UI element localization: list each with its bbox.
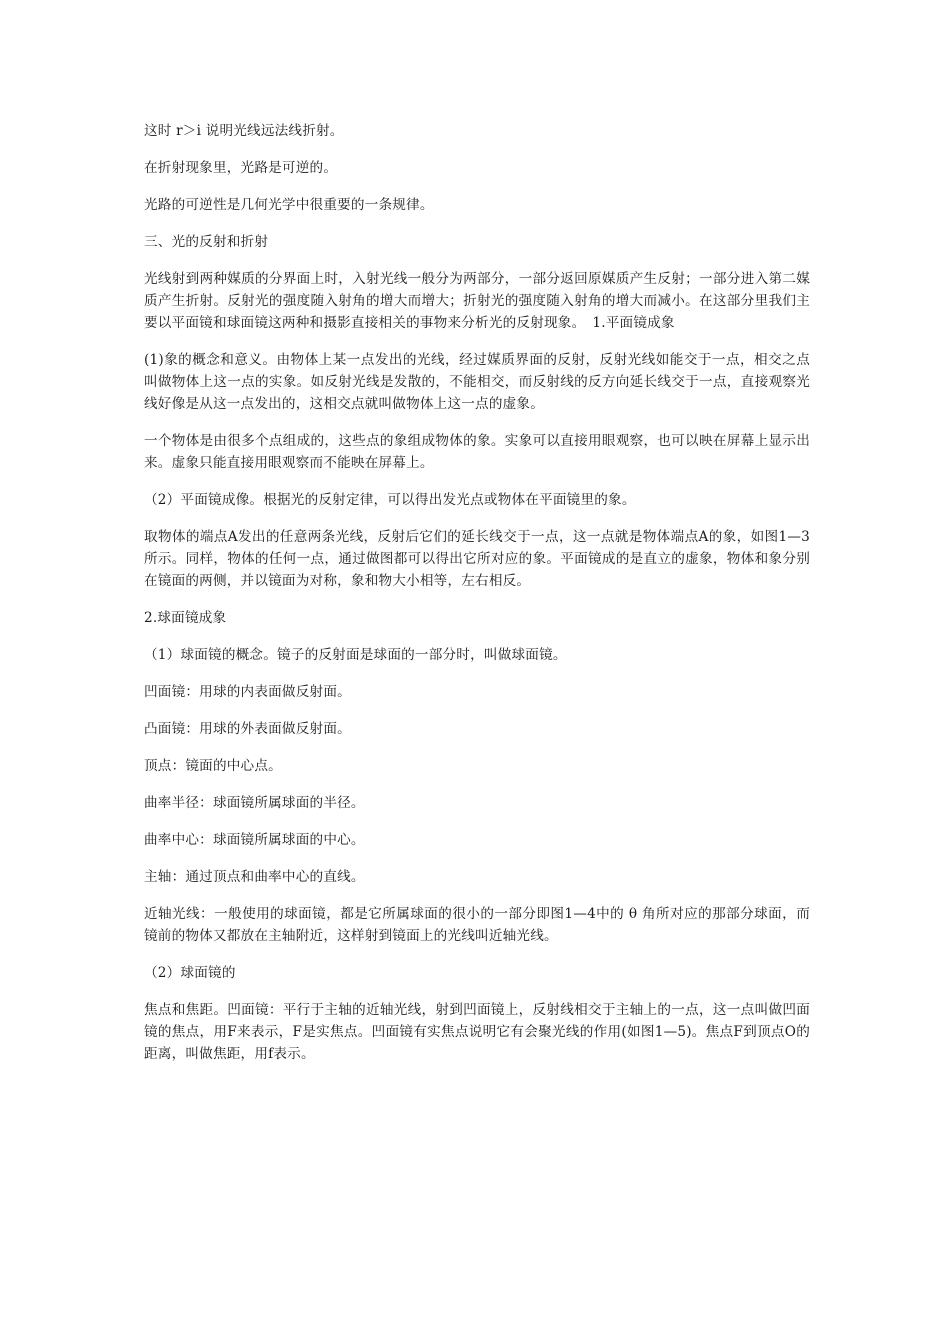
paragraph-8: （2）平面镜成像。根据光的反射定律，可以得出发光点或物体在平面镜里的象。: [144, 492, 636, 508]
paragraph-3: 光路的可逆性是几何光学中很重要的一条规律。: [144, 197, 434, 213]
paragraph-7: 一个物体是由很多个点组成的，这些点的象组成物体的象。实象可以直接用眼观察，也可以映在屏幕上显示出来。虚象只能直接用眼观察而不能映在屏幕上。: [144, 433, 810, 471]
paragraph-9: 取物体的端点A发出的任意两条光线，反射后它们的延长线交于一点，这一点就是物体端点A的象，如图1—3所示。同样，物体的任何一点，通过做图都可以得出它所对应的象。平面镜成的是直立的虚象，物体和象分别在镜面的两侧，并以镜面为对称，象和物大小相等，左右相反。: [144, 529, 810, 589]
paragraph-14: 顶点：镜面的中心点。: [144, 758, 282, 774]
document-page: [144, 120, 810, 1080]
subsection-heading: 2.球面镜成象: [144, 610, 227, 626]
paragraph-15: 曲率半径：球面镜所属球面的半径。: [144, 795, 365, 811]
paragraph-11: （1）球面镜的概念。镜子的反射面是球面的一部分时，叫做球面镜。: [144, 647, 567, 663]
paragraph-17: 主轴：通过顶点和曲率中心的直线。: [144, 869, 365, 885]
paragraph-12: 凹面镜：用球的内表面做反射面。: [144, 684, 351, 700]
paragraph-5: 光线射到两种媒质的分界面上时，入射光线一般分为两部分，一部分返回原媒质产生反射；一部分进入第二媒质产生折射。反射光的强度随入射角的增大而增大；折射光的强度随入射角的增大而减小。在这部分里我们主要以平面镜和球面镜这两种和摄影直接相关的事物来分析光的反射现象。 1.平面镜成象: [144, 271, 810, 331]
paragraph-16: 曲率中心：球面镜所属球面的中心。: [144, 832, 365, 848]
paragraph-19: （2）球面镜的: [144, 965, 236, 981]
paragraph-13: 凸面镜：用球的外表面做反射面。: [144, 721, 351, 737]
paragraph-18: 近轴光线：一般使用的球面镜，都是它所属球面的很小的一部分即图1—4中的 θ 角所对应的那部分球面，而镜前的物体又都放在主轴附近，这样射到镜面上的光线叫近轴光线。: [144, 906, 810, 944]
paragraph-1: 这时 r＞i 说明光线远法线折射。: [144, 123, 344, 139]
paragraph-20: 焦点和焦距。凹面镜：平行于主轴的近轴光线，射到凹面镜上，反射线相交于主轴上的一点，这一点叫做凹面镜的焦点，用F来表示，F是实焦点。凹面镜有实焦点说明它有会聚光线的作用(如图1—5)。焦点F到顶点O的距离，叫做焦距，用f表示。: [144, 1002, 810, 1062]
paragraph-6: (1)象的概念和意义。由物体上某一点发出的光线，经过媒质界面的反射，反射光线如能交于一点，相交之点叫做物体上这一点的实象。如反射光线是发散的，不能相交，而反射线的反方向延长线交于一点，直接观察光线好像是从这一点发出的，这相交点就叫做物体上这一点的虚象。: [144, 352, 810, 412]
section-heading: 三、光的反射和折射: [144, 234, 269, 250]
paragraph-2: 在折射现象里，光路是可逆的。: [144, 160, 338, 176]
